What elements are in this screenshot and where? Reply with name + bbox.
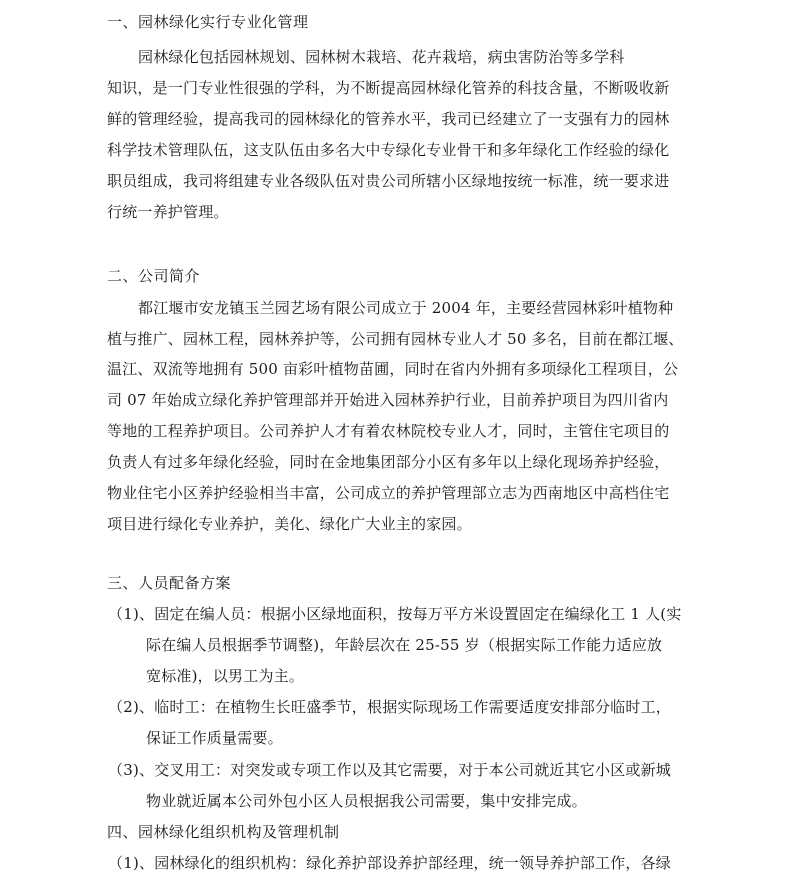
list-item-line: 宽标准)，以男工为主。	[146, 667, 305, 685]
paragraph-line: 职员组成，我司将组建专业各级队伍对贵公司所辖小区绿地按统一标准，统一要求进	[107, 172, 670, 190]
paragraph-line: 负责人有过多年绿化经验，同时在金地集团部分小区有多年以上绿化现场养护经验，	[107, 453, 670, 471]
paragraph-line: 科学技术管理队伍，这支队伍由多名大中专绿化专业骨干和多年绿化工作经验的绿化	[107, 141, 670, 159]
paragraph-line: 温江、双流等地拥有 500 亩彩叶植物苗圃，同时在省内外拥有多项绿化工程项目，公	[107, 360, 679, 378]
paragraph-line: 项目进行绿化专业养护，美化、绿化广大业主的家园。	[107, 515, 472, 533]
paragraph-line: 植与推广、园林工程，园林养护等，公司拥有园林专业人才 50 多名，目前在都江堰、	[107, 330, 684, 348]
paragraph-line: 物业住宅小区养护经验相当丰富，公司成立的养护管理部立志为西南地区中高档住宅	[107, 484, 670, 502]
paragraph-line: 行统一养护管理。	[107, 203, 229, 221]
paragraph-line: 园林绿化包括园林规划、园林树木栽培、花卉栽培，病虫害防治等多学科	[138, 48, 625, 66]
section-heading-4: 四、园林绿化组织机构及管理机制	[107, 823, 340, 841]
section-heading-3: 三、人员配备方案	[107, 574, 232, 592]
list-item-line: （2)、临时工：在植物生长旺盛季节，根据实际现场工作需要适度安排部分临时工，	[108, 698, 671, 716]
paragraph-line: 等地的工程养护项目。公司养护人才有着农林院校专业人才，同时，主管住宅项目的	[107, 422, 670, 440]
list-item-line: 际在编人员根据季节调整)，年龄层次在 25-55 岁（根据实际工作能力适应放	[146, 636, 663, 654]
paragraph-line: 都江堰市安龙镇玉兰园艺场有限公司成立于 2004 年，主要经营园林彩叶植物种	[138, 299, 674, 317]
list-item-line: （1)、固定在编人员：根据小区绿地面积，按每万平方米设置固定在编绿化工 1 人(实	[108, 605, 682, 623]
list-item-line: 保证工作质量需要。	[146, 729, 283, 747]
paragraph-line: 知识，是一门专业性很强的学科，为不断提高园林绿化管养的科技含量，不断吸收新	[107, 79, 670, 97]
list-item-line: （3)、交叉用工：对突发或专项工作以及其它需要，对于本公司就近其它小区或新城	[108, 761, 671, 779]
paragraph-line: 鲜的管理经验，提高我司的园林绿化的管养水平，我司已经建立了一支强有力的园林	[107, 110, 670, 128]
list-item-line: 物业就近属本公司外包小区人员根据我公司需要，集中安排完成。	[146, 792, 587, 810]
list-item-line: （1)、园林绿化的组织机构：绿化养护部设养护部经理，统一领导养护部工作，各绿	[108, 854, 671, 872]
section-heading-2: 二、公司简介	[107, 267, 201, 285]
section-heading-1: 一、园林绿化实行专业化管理	[107, 13, 309, 31]
paragraph-line: 司 07 年始成立绿化养护管理部并开始进入园林养护行业，目前养护项目为四川省内	[107, 391, 669, 409]
